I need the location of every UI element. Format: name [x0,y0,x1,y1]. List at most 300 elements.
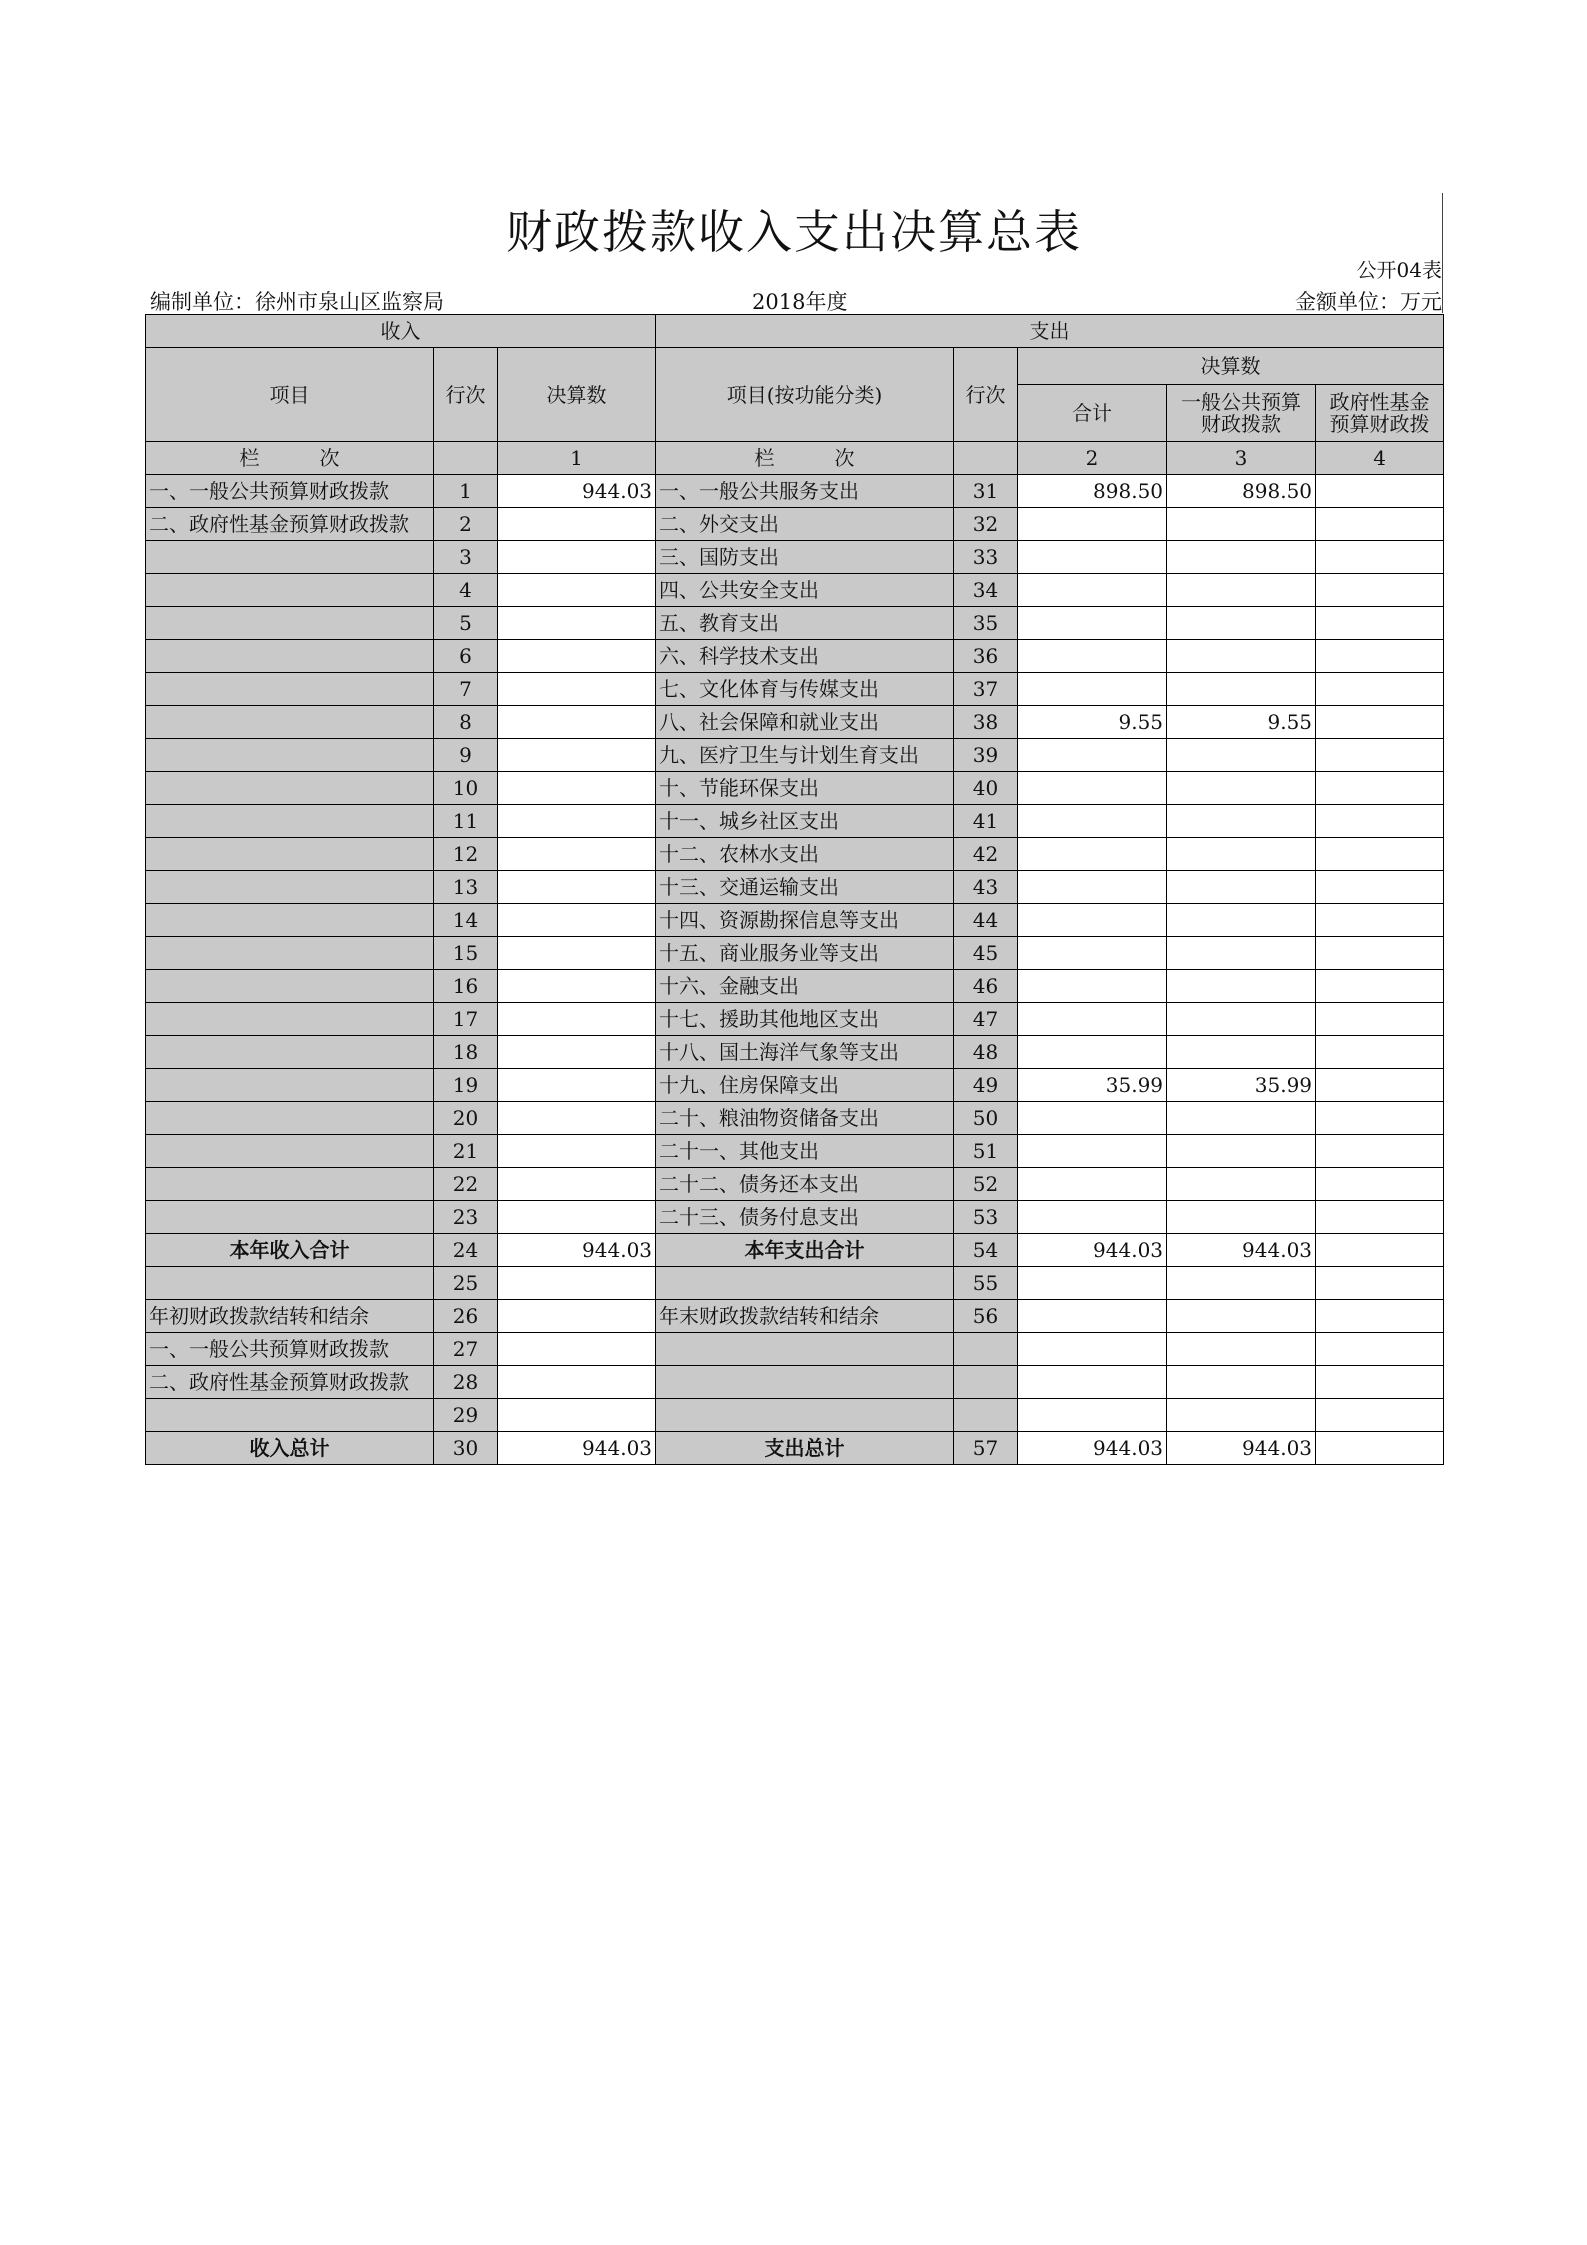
gov-fund-cell [1316,1267,1444,1300]
table-row [146,574,1444,607]
income-item-cell [146,805,434,838]
total-cell: 35.99 [1018,1069,1167,1102]
total-cell [1018,673,1167,706]
table-row [146,1234,1444,1267]
income-line-cell: 8 [434,706,498,739]
income-amount-cell [498,1201,656,1234]
total-cell [1018,904,1167,937]
total-cell [1018,937,1167,970]
income-line-cell: 29 [434,1399,498,1432]
income-line-cell: 17 [434,1003,498,1036]
table-row [146,970,1444,1003]
table-row [146,1300,1444,1333]
table-row [146,1432,1444,1465]
gov-fund-cell [1316,970,1444,1003]
gov-fund-cell [1316,1168,1444,1201]
general-budget-cell: 898.50 [1167,475,1316,508]
income-item-cell [146,673,434,706]
income-amount-cell [498,508,656,541]
table-row [146,1069,1444,1102]
total-cell [1018,772,1167,805]
gov-fund-cell [1316,673,1444,706]
income-item-cell: 二、政府性基金预算财政拨款 [146,1366,434,1399]
gov-fund-cell [1316,1069,1444,1102]
total-cell [1018,838,1167,871]
expense-item-cell [656,1333,954,1366]
expense-line-cell: 57 [954,1432,1018,1465]
table-header [146,315,1444,475]
income-amount-cell [498,706,656,739]
column-label-income: 栏 次 [146,442,434,475]
gov-fund-cell [1316,1003,1444,1036]
gov-fund-cell [1316,1234,1444,1267]
income-line-cell: 9 [434,739,498,772]
expense-item-cell [656,1366,954,1399]
expense-line-header: 行次 [954,348,1018,442]
compiling-unit: 编制单位：徐州市泉山区监察局 [150,290,444,314]
income-line-cell: 3 [434,541,498,574]
income-line-cell: 12 [434,838,498,871]
general-budget-cell [1167,1135,1316,1168]
currency-unit: 金额单位：万元 [1295,290,1442,314]
total-cell [1018,1300,1167,1333]
expense-item-cell: 一、一般公共服务支出 [656,475,954,508]
expense-item-cell [656,1399,954,1432]
income-line-cell: 16 [434,970,498,1003]
expense-line-cell: 41 [954,805,1018,838]
general-budget-cell [1167,1168,1316,1201]
total-cell [1018,1366,1167,1399]
income-item-cell [146,1102,434,1135]
table-body [146,475,1444,1465]
expense-item-cell: 十七、援助其他地区支出 [656,1003,954,1036]
expense-line-cell: 38 [954,706,1018,739]
gov-fund-cell [1316,871,1444,904]
gov-fund-cell [1316,1432,1444,1465]
gov-fund-cell [1316,475,1444,508]
expense-item-cell: 二十三、债务付息支出 [656,1201,954,1234]
total-cell: 9.55 [1018,706,1167,739]
general-budget-cell [1167,871,1316,904]
general-budget-cell [1167,970,1316,1003]
income-item-cell [146,838,434,871]
income-header: 收入 [146,315,656,348]
general-budget-cell: 944.03 [1167,1234,1316,1267]
expense-line-cell: 46 [954,970,1018,1003]
income-amount-cell [498,805,656,838]
general-budget-cell: 35.99 [1167,1069,1316,1102]
total-cell [1018,1168,1167,1201]
gov-fund-cell [1316,574,1444,607]
income-amount-cell [498,772,656,805]
total-cell [1018,508,1167,541]
income-item-cell: 本年收入合计 [146,1234,434,1267]
income-amount-cell [498,1267,656,1300]
general-budget-cell [1167,1399,1316,1432]
income-amount-cell [498,904,656,937]
income-amount-cell [498,970,656,1003]
income-line-cell: 11 [434,805,498,838]
general-budget-cell [1167,1333,1316,1366]
income-amount-cell [498,937,656,970]
table-row [146,1036,1444,1069]
expense-line-cell: 32 [954,508,1018,541]
income-item-cell [146,904,434,937]
income-line-cell: 22 [434,1168,498,1201]
income-line-cell: 14 [434,904,498,937]
expense-line-cell: 33 [954,541,1018,574]
table-row [146,739,1444,772]
table-row [146,1102,1444,1135]
expense-line-cell: 43 [954,871,1018,904]
expense-item-cell: 二十二、债务还本支出 [656,1168,954,1201]
form-code: 公开04表 [1356,258,1442,282]
income-line-cell: 30 [434,1432,498,1465]
income-line-cell: 18 [434,1036,498,1069]
expense-item-cell: 六、科学技术支出 [656,640,954,673]
income-item-cell [146,1069,434,1102]
general-budget-cell [1167,937,1316,970]
expense-item-cell: 十六、金融支出 [656,970,954,1003]
income-item-cell [146,541,434,574]
gov-fund-cell [1316,1036,1444,1069]
income-amount-header: 决算数 [498,348,656,442]
gov-fund-cell [1316,508,1444,541]
gov-fund-cell [1316,937,1444,970]
total-cell [1018,871,1167,904]
income-line-cell: 13 [434,871,498,904]
expense-item-cell: 二十一、其他支出 [656,1135,954,1168]
total-cell [1018,1102,1167,1135]
income-amount-cell: 944.03 [498,475,656,508]
income-amount-cell [498,1102,656,1135]
total-cell [1018,1003,1167,1036]
income-item-cell [146,607,434,640]
expense-line-cell: 56 [954,1300,1018,1333]
expense-item-header: 项目(按功能分类) [656,348,954,442]
income-item-cell: 一、一般公共预算财政拨款 [146,475,434,508]
expense-line-cell: 50 [954,1102,1018,1135]
general-budget-cell [1167,838,1316,871]
income-item-cell [146,1399,434,1432]
table-row [146,937,1444,970]
gov-fund-cell [1316,1399,1444,1432]
fiscal-year: 2018年度 [752,290,848,314]
expense-line-cell: 53 [954,1201,1018,1234]
gov-fund-header-line1: 政府性基金 [1329,390,1430,414]
income-item-cell [146,739,434,772]
gov-fund-cell [1316,541,1444,574]
total-cell [1018,574,1167,607]
income-item-cell [146,706,434,739]
gov-fund-cell [1316,1135,1444,1168]
income-item-cell [146,772,434,805]
expense-item-cell: 十四、资源勘探信息等支出 [656,904,954,937]
general-budget-cell [1167,739,1316,772]
general-budget-cell [1167,673,1316,706]
total-cell [1018,1399,1167,1432]
expense-item-cell: 支出总计 [656,1432,954,1465]
budget-table [145,314,1444,1465]
income-item-cell [146,1036,434,1069]
gov-fund-cell [1316,1333,1444,1366]
expense-line-cell: 39 [954,739,1018,772]
income-item-cell [146,1003,434,1036]
table-row [146,1003,1444,1036]
expense-header: 支出 [656,315,1444,348]
expense-line-cell [954,1333,1018,1366]
total-cell [1018,1036,1167,1069]
total-header: 合计 [1018,385,1167,442]
income-amount-cell [498,607,656,640]
general-budget-cell: 9.55 [1167,706,1316,739]
income-item-cell [146,1135,434,1168]
gov-fund-header [1316,385,1444,442]
expense-item-cell: 三、国防支出 [656,541,954,574]
income-item-cell [146,1201,434,1234]
expense-item-cell: 十三、交通运输支出 [656,871,954,904]
general-budget-cell [1167,1102,1316,1135]
total-cell [1018,1201,1167,1234]
income-amount-cell [498,1036,656,1069]
gov-fund-cell [1316,805,1444,838]
gov-fund-cell [1316,1102,1444,1135]
column-number-2: 2 [1018,442,1167,475]
column-label-expense: 栏 次 [656,442,954,475]
income-amount-cell [498,673,656,706]
table-row [146,1168,1444,1201]
income-line-cell: 21 [434,1135,498,1168]
expense-line-cell: 37 [954,673,1018,706]
income-item-cell: 一、一般公共预算财政拨款 [146,1333,434,1366]
total-cell [1018,805,1167,838]
general-budget-cell [1167,640,1316,673]
income-line-cell: 19 [434,1069,498,1102]
income-item-cell [146,970,434,1003]
income-amount-cell [498,1300,656,1333]
income-item-cell [146,574,434,607]
income-amount-cell [498,871,656,904]
income-line-cell: 5 [434,607,498,640]
income-amount-cell [498,739,656,772]
general-budget-cell [1167,607,1316,640]
column-label-blank [434,442,498,475]
gov-fund-cell [1316,706,1444,739]
general-budget-cell [1167,1036,1316,1069]
column-number-4: 4 [1316,442,1444,475]
income-line-cell: 26 [434,1300,498,1333]
table-row [146,706,1444,739]
general-budget-cell [1167,1267,1316,1300]
income-amount-cell [498,1135,656,1168]
expense-item-cell: 七、文化体育与传媒支出 [656,673,954,706]
general-budget-cell [1167,772,1316,805]
income-line-cell: 4 [434,574,498,607]
total-cell [1018,1135,1167,1168]
gov-fund-cell [1316,904,1444,937]
expense-item-cell: 十一、城乡社区支出 [656,805,954,838]
expense-item-cell: 本年支出合计 [656,1234,954,1267]
income-line-cell: 24 [434,1234,498,1267]
expense-line-cell: 55 [954,1267,1018,1300]
expense-line-cell: 34 [954,574,1018,607]
table-row [146,904,1444,937]
expense-item-cell: 四、公共安全支出 [656,574,954,607]
income-line-cell: 2 [434,508,498,541]
income-amount-cell [498,1003,656,1036]
table-row [146,772,1444,805]
income-line-cell: 7 [434,673,498,706]
expense-line-cell: 51 [954,1135,1018,1168]
income-line-cell: 20 [434,1102,498,1135]
total-cell [1018,541,1167,574]
table-row [146,871,1444,904]
total-cell: 944.03 [1018,1432,1167,1465]
income-item-cell [146,937,434,970]
table-row [146,805,1444,838]
general-budget-cell [1167,805,1316,838]
general-budget-header-line2: 财政拨款 [1201,412,1282,436]
expense-item-cell: 五、教育支出 [656,607,954,640]
general-budget-cell [1167,508,1316,541]
table-row [146,1399,1444,1432]
general-budget-cell: 944.03 [1167,1432,1316,1465]
general-budget-cell [1167,541,1316,574]
income-item-cell: 收入总计 [146,1432,434,1465]
expense-line-cell: 52 [954,1168,1018,1201]
expense-line-cell: 40 [954,772,1018,805]
income-amount-cell [498,1168,656,1201]
expense-item-cell [656,1267,954,1300]
income-amount-cell [498,640,656,673]
right-edge-line [1442,193,1443,313]
general-budget-cell [1167,574,1316,607]
expense-item-cell: 十八、国土海洋气象等支出 [656,1036,954,1069]
income-line-cell: 6 [434,640,498,673]
income-line-cell: 1 [434,475,498,508]
general-budget-cell [1167,1366,1316,1399]
income-line-cell: 28 [434,1366,498,1399]
total-cell: 898.50 [1018,475,1167,508]
expense-item-cell: 十、节能环保支出 [656,772,954,805]
gov-fund-cell [1316,1300,1444,1333]
expense-amount-header: 决算数 [1018,348,1444,385]
expense-line-cell: 42 [954,838,1018,871]
income-amount-cell [498,838,656,871]
income-item-cell [146,1267,434,1300]
income-line-header: 行次 [434,348,498,442]
gov-fund-cell [1316,838,1444,871]
expense-line-cell: 49 [954,1069,1018,1102]
general-budget-header-line1: 一般公共预算 [1181,390,1302,414]
table-row [146,1201,1444,1234]
expense-item-cell: 十九、住房保障支出 [656,1069,954,1102]
income-line-cell: 10 [434,772,498,805]
gov-fund-cell [1316,739,1444,772]
table-row [146,607,1444,640]
income-item-cell: 二、政府性基金预算财政拨款 [146,508,434,541]
general-budget-cell [1167,904,1316,937]
general-budget-cell [1167,1003,1316,1036]
table-row [146,640,1444,673]
column-number-3: 3 [1167,442,1316,475]
expense-item-cell: 二、外交支出 [656,508,954,541]
gov-fund-cell [1316,1201,1444,1234]
expense-line-cell: 47 [954,1003,1018,1036]
income-amount-cell [498,1069,656,1102]
income-amount-cell [498,1366,656,1399]
expense-item-cell: 十二、农林水支出 [656,838,954,871]
table-row [146,1333,1444,1366]
table-row [146,1267,1444,1300]
table-row [146,1135,1444,1168]
income-amount-cell: 944.03 [498,1234,656,1267]
expense-item-cell: 九、医疗卫生与计划生育支出 [656,739,954,772]
expense-line-cell: 44 [954,904,1018,937]
table-row [146,541,1444,574]
income-amount-cell [498,1333,656,1366]
expense-line-cell [954,1366,1018,1399]
expense-line-cell: 54 [954,1234,1018,1267]
income-item-header: 项目 [146,348,434,442]
total-cell [1018,607,1167,640]
income-line-cell: 27 [434,1333,498,1366]
expense-line-cell: 35 [954,607,1018,640]
expense-line-cell: 36 [954,640,1018,673]
income-amount-cell [498,574,656,607]
total-cell [1018,970,1167,1003]
general-budget-cell [1167,1201,1316,1234]
income-line-cell: 15 [434,937,498,970]
general-budget-cell [1167,1300,1316,1333]
expense-line-cell: 31 [954,475,1018,508]
gov-fund-header-line2: 预算财政拨 [1329,412,1430,436]
page-title: 财政拨款收入支出决算总表 [506,205,1082,259]
expense-line-cell: 48 [954,1036,1018,1069]
table-row [146,838,1444,871]
income-item-cell [146,1168,434,1201]
column-label-blank [954,442,1018,475]
column-number-1: 1 [498,442,656,475]
expense-item-cell: 八、社会保障和就业支出 [656,706,954,739]
income-amount-cell [498,1399,656,1432]
gov-fund-cell [1316,607,1444,640]
expense-item-cell: 十五、商业服务业等支出 [656,937,954,970]
total-cell [1018,640,1167,673]
expense-line-cell: 45 [954,937,1018,970]
gov-fund-cell [1316,772,1444,805]
table-row [146,508,1444,541]
gov-fund-cell [1316,1366,1444,1399]
expense-line-cell [954,1399,1018,1432]
total-cell [1018,1333,1167,1366]
table-row [146,475,1444,508]
expense-item-cell: 二十、粮油物资储备支出 [656,1102,954,1135]
total-cell [1018,1267,1167,1300]
expense-item-cell: 年末财政拨款结转和结余 [656,1300,954,1333]
income-line-cell: 25 [434,1267,498,1300]
gov-fund-cell [1316,640,1444,673]
income-item-cell [146,640,434,673]
total-cell [1018,739,1167,772]
table-row [146,1366,1444,1399]
income-item-cell: 年初财政拨款结转和结余 [146,1300,434,1333]
table-row [146,673,1444,706]
income-amount-cell: 944.03 [498,1432,656,1465]
income-amount-cell [498,541,656,574]
income-line-cell: 23 [434,1201,498,1234]
income-item-cell [146,871,434,904]
